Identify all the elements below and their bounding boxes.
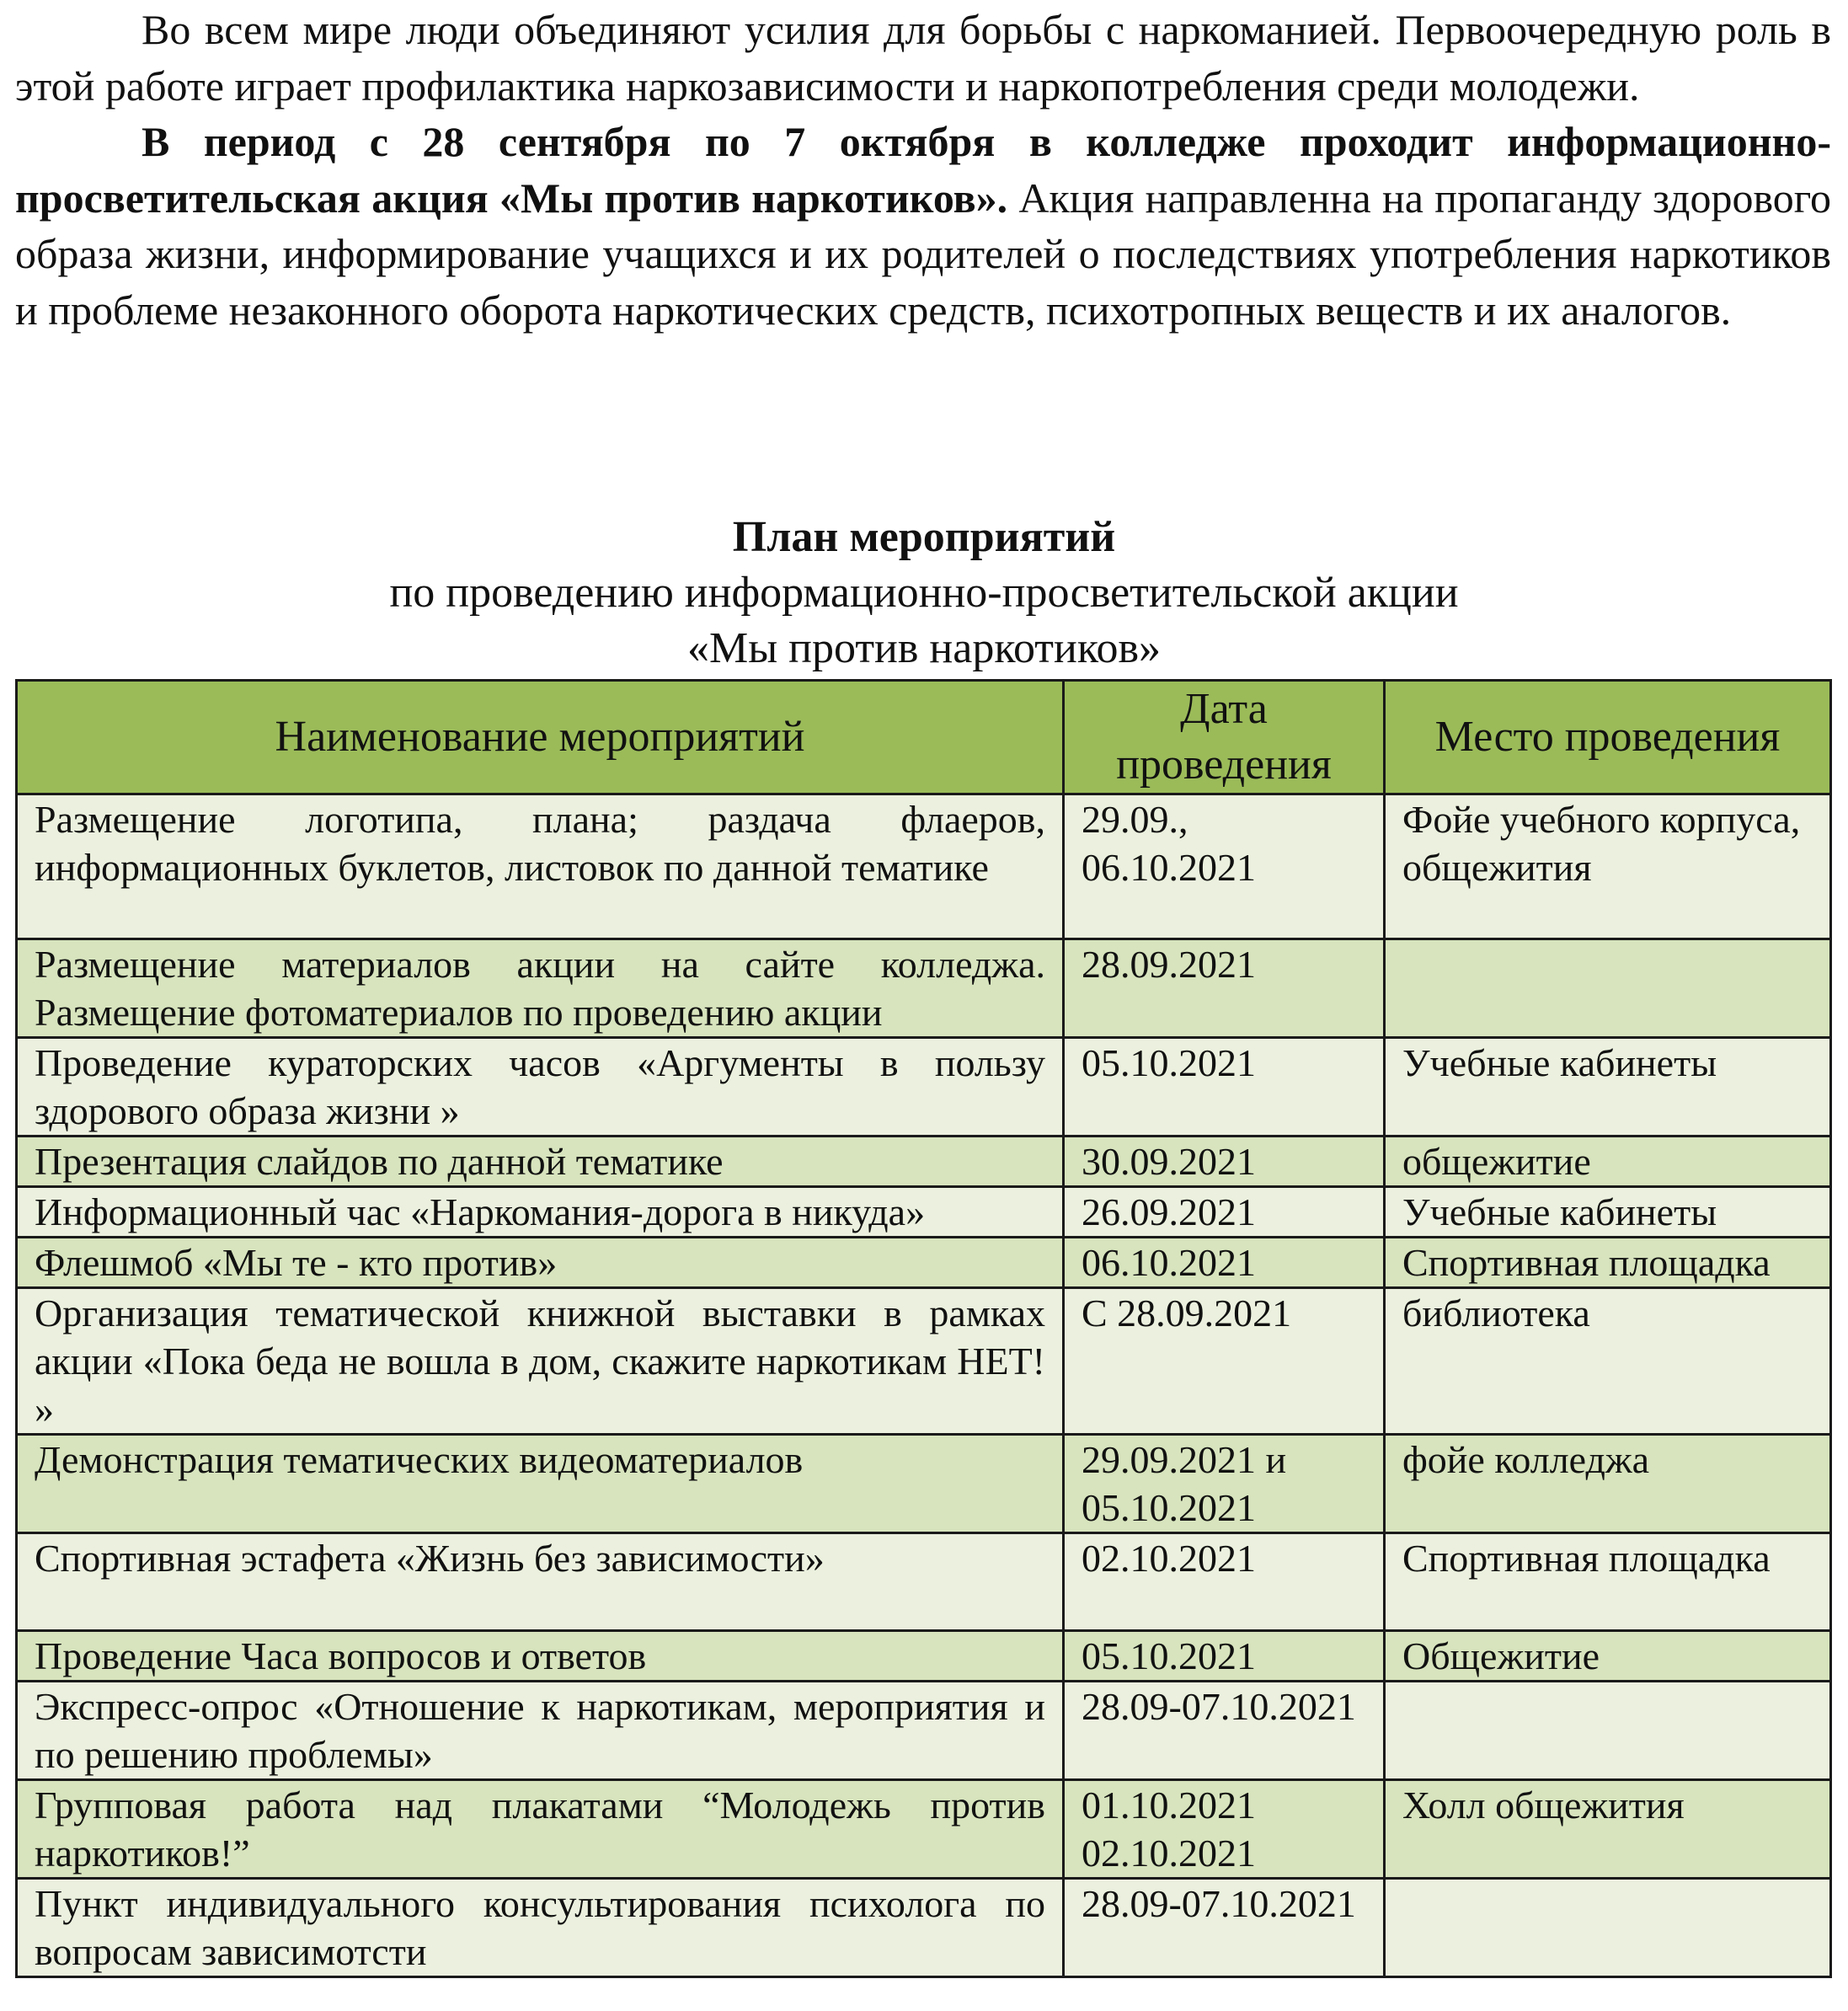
table-row xyxy=(17,1238,1831,1288)
row-place-cell: Фойе учебного корпуса, общежития xyxy=(1385,794,1831,939)
intro-paragraph-2-bold: В период с 28 сентября по 7 октября в колледже проходит информационно-просветительская акция «Мы против наркотиков». xyxy=(15,118,1831,222)
table-row xyxy=(17,794,1831,939)
row-place-cell: Холл общежития xyxy=(1385,1780,1831,1879)
row-name-cell: Размещение логотипа, плана; раздача флаеров, информационных буклетов, листовок по данной тематике xyxy=(17,794,1064,939)
row-date-cell: 28.09.2021 xyxy=(1064,939,1385,1038)
row-name-cell: Демонстрация тематических видеоматериалов xyxy=(17,1435,1064,1533)
row-place-cell xyxy=(1385,1879,1831,1977)
row-name-cell: Групповая работа над плакатами “Молодежь против наркотиков!” xyxy=(17,1780,1064,1879)
row-name-cell: Проведение Часа вопросов и ответов xyxy=(17,1631,1064,1682)
events-table xyxy=(15,679,1832,1978)
table-row xyxy=(17,939,1831,1038)
row-date-cell: 29.09.2021 и 05.10.2021 xyxy=(1064,1435,1385,1533)
row-date-cell: 05.10.2021 xyxy=(1064,1038,1385,1137)
row-date-cell: 30.09.2021 xyxy=(1064,1137,1385,1187)
row-date-cell: С 28.09.2021 xyxy=(1064,1288,1385,1435)
row-date-cell: 01.10.2021 02.10.2021 xyxy=(1064,1780,1385,1879)
row-place-cell: Спортивная площадка xyxy=(1385,1533,1831,1631)
row-name-cell: Флешмоб «Мы те - кто против» xyxy=(17,1238,1064,1288)
row-date-cell: 06.10.2021 xyxy=(1064,1238,1385,1288)
row-name-cell: Пункт индивидуального консультирования психолога по вопросам зависимотсти xyxy=(17,1879,1064,1977)
table-row xyxy=(17,1288,1831,1435)
table-header-row xyxy=(17,681,1831,794)
table-row xyxy=(17,1631,1831,1682)
header-date: Дата проведения xyxy=(1064,681,1385,794)
row-place-cell: библиотека xyxy=(1385,1288,1831,1435)
row-date-cell: 29.09., 06.10.2021 xyxy=(1064,794,1385,939)
row-place-cell: Учебные кабинеты xyxy=(1385,1187,1831,1238)
row-place-cell xyxy=(1385,939,1831,1038)
row-place-cell: фойе колледжа xyxy=(1385,1435,1831,1533)
row-name-cell: Спортивная эстафета «Жизнь без зависимости» xyxy=(17,1533,1064,1631)
table-row xyxy=(17,1879,1831,1977)
plan-title: План мероприятий xyxy=(732,513,1116,561)
row-date-cell: 28.09-07.10.2021 xyxy=(1064,1682,1385,1780)
row-date-cell: 05.10.2021 xyxy=(1064,1631,1385,1682)
row-name-cell: Организация тематической книжной выставки в рамках акции «Пока беда не вошла в дом, скажите наркотикам НЕТ! » xyxy=(17,1288,1064,1435)
row-date-cell: 26.09.2021 xyxy=(1064,1187,1385,1238)
header-place: Место проведения xyxy=(1385,681,1831,794)
table-row xyxy=(17,1038,1831,1137)
row-name-cell: Экспресс-опрос «Отношение к наркотикам, мероприятия и по решению проблемы» xyxy=(17,1682,1064,1780)
intro-paragraph-1: Во всем мире люди объединяют усилия для борьбы с наркоманией. Первоочередную роль в этой работе играет профилактика наркозависимости и наркопотребления среди молодежи. xyxy=(15,6,1831,110)
row-place-cell: общежитие xyxy=(1385,1137,1831,1187)
table-row xyxy=(17,1780,1831,1879)
row-date-cell: 02.10.2021 xyxy=(1064,1533,1385,1631)
row-name-cell: Проведение кураторских часов «Аргументы в пользу здорового образа жизни » xyxy=(17,1038,1064,1137)
header-name: Наименование мероприятий xyxy=(17,681,1064,794)
row-place-cell: Общежитие xyxy=(1385,1631,1831,1682)
row-place-cell: Учебные кабинеты xyxy=(1385,1038,1831,1137)
table-body xyxy=(17,794,1831,1977)
row-name-cell: Презентация слайдов по данной тематике xyxy=(17,1137,1064,1187)
intro-paragraph-2-rest: Акция направленна на пропаганду здорового образа жизни, информирование учащихся и их родителей о последствиях употребления наркотиков и проблеме незаконного оборота наркотических средств, психотропных веществ и их аналогов. xyxy=(15,174,1831,334)
plan-heading xyxy=(0,510,1848,677)
intro-paragraph-2 xyxy=(15,114,1831,338)
row-place-cell: Спортивная площадка xyxy=(1385,1238,1831,1288)
table-row xyxy=(17,1533,1831,1631)
plan-subtitle: по проведению информационно-просветительской акции xyxy=(389,569,1459,617)
row-name-cell: Информационный час «Наркомания-дорога в никуда» xyxy=(17,1187,1064,1238)
table-row xyxy=(17,1187,1831,1238)
table-row xyxy=(17,1137,1831,1187)
intro-text xyxy=(15,2,1831,338)
table-row xyxy=(17,1682,1831,1780)
row-place-cell xyxy=(1385,1682,1831,1780)
row-name-cell: Размещение материалов акции на сайте колледжа. Размещение фотоматериалов по проведению акции xyxy=(17,939,1064,1038)
row-date-cell: 28.09-07.10.2021 xyxy=(1064,1879,1385,1977)
table-row xyxy=(17,1435,1831,1533)
plan-action-name: «Мы против наркотиков» xyxy=(687,624,1161,672)
